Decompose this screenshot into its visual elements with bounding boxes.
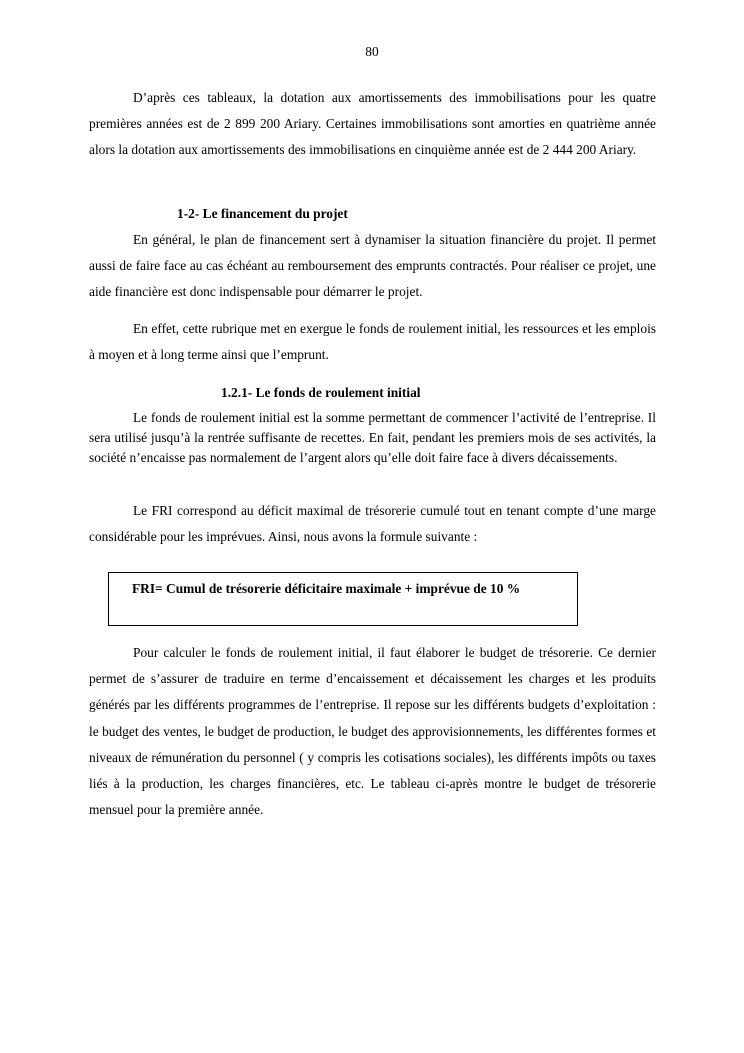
paragraph-depreciation: D’après ces tableaux, la dotation aux amortissements des immobilisations pour les quatre premières années est de 2 899 200 Ariary. Certaines immobilisations sont amorties en quatrième année alors la dotation aux amortissements des immobilisations en cinquième année est de 2 444 200 Ariary. [89,90,656,158]
paragraph-fri: Le FRI correspond au déficit maximal de trésorerie cumulé tout en tenant compte d’une marge considérable pour les imprévues. Ainsi, nous avons la formule suivante : [89,503,656,545]
paragraph-financing-plan: En général, le plan de financement sert à dynamiser la situation financière du projet. Il permet aussi de faire face au cas échéant au remboursement des emprunts contractés. Pour réaliser ce projet, une aide financière est donc indispensable pour démarrer le projet. [89,232,656,300]
paragraph-treasury-budget: Pour calculer le fonds de roulement initial, il faut élaborer le budget de trésorerie. Ce dernier permet de s’assurer de traduire en terme d’encaissement et décaissement les charges et les produits générés par les différents programmes de l’entreprise. Il repose sur les différents budgets d’exploitation : le budget des ventes, le budget de production, le budget des approvisionnements, les différentes formes et niveaux de rémunération du personnel ( y compris les cotisations sociales), les différents impôts ou taxes liés à la production, les charges financières, etc. Le tableau ci-après montre le budget de trésorerie mensuel pour la première année. [89,645,656,818]
heading-project-financing: 1-2- Le financement du projet [177,206,348,221]
paragraph-rubric: En effet, cette rubrique met en exergue le fonds de roulement initial, les ressources et les emplois à moyen et à long terme ainsi que l’emprunt. [89,321,656,363]
formula-text: FRI= Cumul de trésorerie déficitaire maximale + imprévue de 10 % [132,581,521,596]
paragraph-working-capital-definition: Le fonds de roulement initial est la somme permettant de commencer l’activité de l’entreprise. Il sera utilisé jusqu’à la rentrée suffisante de recettes. En fait, pendant les premiers mois de ses activités, la société n’encaisse pas normalement de l’argent alors qu’elle doit faire face à divers décaissements. [89,410,656,465]
page-number: 80 [365,44,379,59]
formula-box [108,572,578,626]
heading-working-capital: 1.2.1- Le fonds de roulement initial [221,385,421,400]
